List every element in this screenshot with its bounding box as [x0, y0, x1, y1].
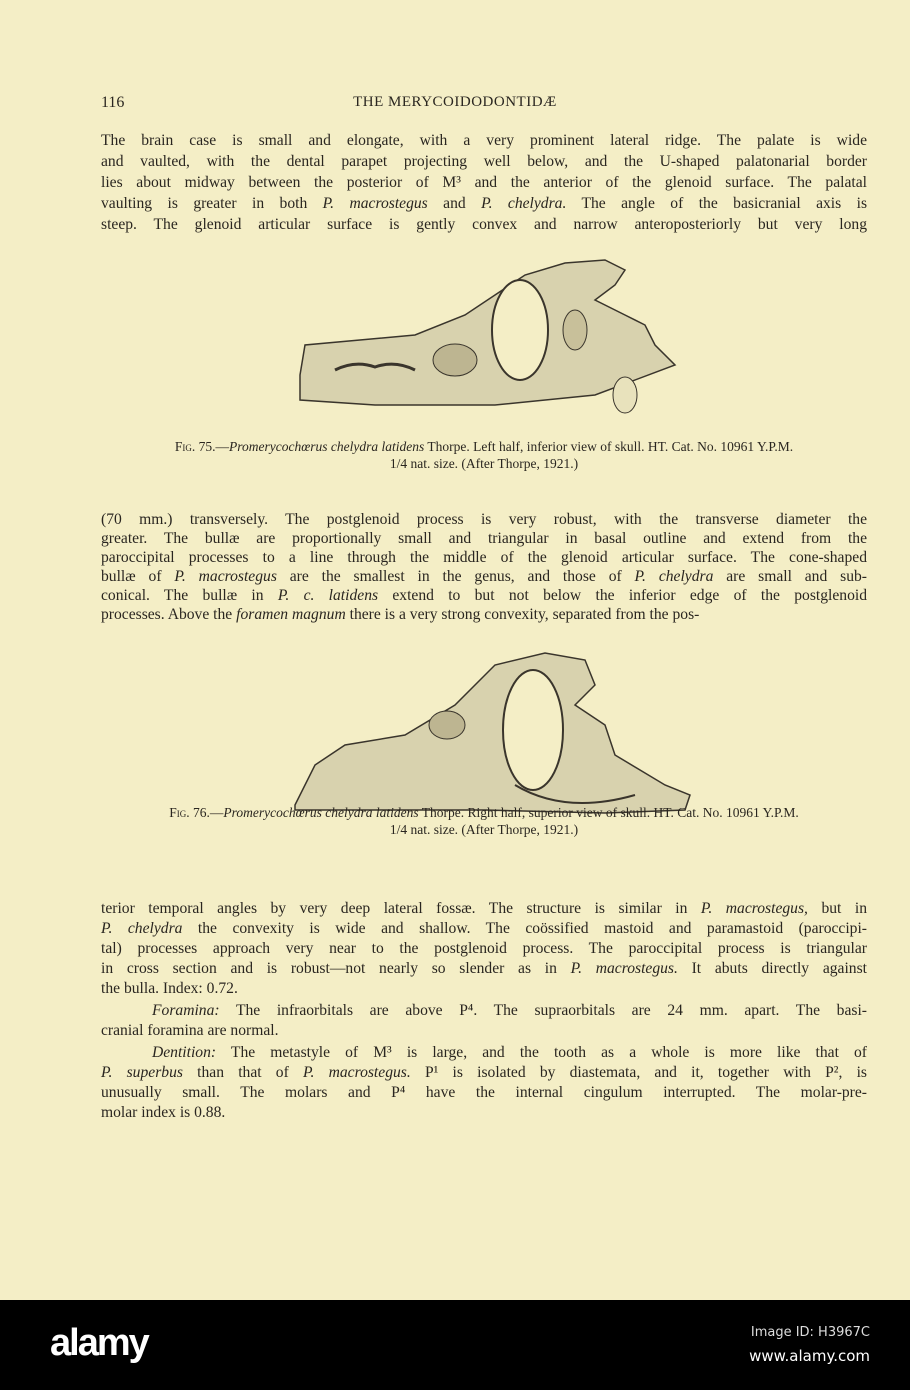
- text-line: [101, 919, 867, 939]
- text-line: [101, 899, 867, 919]
- caption-text: Thorpe. Left half, inferior view of skull. HT. Cat. No. 10961 Y.P.M.: [424, 439, 794, 454]
- text-span: extend to but not below the inferior edge of the postglenoid: [378, 587, 868, 604]
- text-span: lies about midway between the posterior of M³ and the anterior of the glenoid surface. The palatal: [101, 174, 867, 191]
- caption-text: Thorpe. Right half, superior view of skull. HT. Cat. No. 10961 Y.P.M.: [418, 805, 799, 820]
- figure-label: Fig. 76.—: [169, 805, 224, 820]
- text-span: unusually small. The molars and P⁴ have the internal cingulum interrupted. The molar-pre-: [101, 1084, 867, 1101]
- text-line: [101, 510, 867, 530]
- text-span: P¹ is isolated by diastemata, and it, together with P², is: [410, 1064, 867, 1081]
- text-span: molar index is 0.88.: [101, 1104, 226, 1121]
- text-span: there is a very strong convexity, separated from the pos-: [345, 606, 700, 623]
- caption-scale: 1/4 nat. size. (After Thorpe, 1921.): [389, 822, 579, 837]
- italic-text: P. chelydra: [634, 568, 714, 585]
- text-line: [101, 979, 867, 999]
- italic-text: P. macrostegus: [322, 195, 428, 212]
- text-line: [101, 529, 867, 549]
- italic-text: P. macrostegus.: [570, 960, 678, 977]
- text-span: The metastyle of M³ is large, and the tooth as a whole is more like that of: [216, 1044, 867, 1061]
- text-line: [101, 173, 867, 193]
- taxon-name: Promerycochœrus chelydra latidens: [229, 439, 425, 454]
- text-span: bullæ of: [101, 568, 175, 585]
- italic-text: P. macrostegus.: [302, 1064, 411, 1081]
- text-line: [101, 1103, 867, 1123]
- text-span: vaulting is greater in both: [101, 195, 323, 212]
- text-span: paroccipital processes to a line through the middle of the glenoid articular surface. The cone-shaped: [101, 549, 867, 566]
- figure-76-skull-superior-view: [285, 645, 885, 815]
- text-span: It abuts directly against: [677, 960, 867, 977]
- text-line: [101, 586, 867, 606]
- page-number: 116: [101, 94, 125, 111]
- italic-text: P. superbus: [101, 1064, 183, 1081]
- text-span: tal) processes approach very near to the postglenoid process. The paroccipital process is triangular: [101, 940, 867, 957]
- italic-text: Dentition:: [152, 1044, 217, 1061]
- text-line: [152, 1001, 867, 1021]
- text-line: [101, 1083, 867, 1103]
- text-span: but in: [807, 900, 867, 917]
- site-url: www.alamy.com: [749, 1347, 870, 1365]
- running-title: THE MERYCOIDODONTIDÆ: [353, 94, 557, 110]
- text-span: The brain case is small and elongate, with a very prominent lateral ridge. The palate is wide: [101, 132, 867, 149]
- figure-75-skull-inferior-view: [295, 255, 865, 425]
- text-span: and vaulted, with the dental parapet projecting well below, and the U-shaped palatonarial border: [101, 153, 867, 170]
- text-span: in cross section and is robust—not nearly so slender as in: [101, 960, 571, 977]
- watermark-footer: [0, 1300, 910, 1390]
- text-span: (70 mm.) transversely. The postglenoid process is very robust, with the transverse diameter the: [101, 511, 867, 528]
- text-line: [101, 567, 867, 587]
- text-line: [152, 1043, 867, 1063]
- text-line: [101, 1021, 867, 1041]
- taxon-name: Promerycochœrus chelydra latidens: [223, 805, 419, 820]
- text-line: [101, 131, 867, 151]
- text-line: [101, 605, 867, 625]
- text-span: The infraorbitals are above P⁴. The supraorbitals are 24 mm. apart. The basi-: [219, 1002, 867, 1019]
- italic-text: foramen magnum: [236, 606, 346, 623]
- text-span: the convexity is wide and shallow. The coössified mastoid and paramastoid (paroccipi-: [182, 920, 867, 937]
- text-span: The angle of the basicranial axis is: [566, 195, 868, 212]
- text-line: [101, 1063, 867, 1083]
- text-line: [101, 215, 867, 235]
- text-span: steep. The glenoid articular surface is gently convex and narrow anteroposteriorly but very long: [101, 216, 867, 233]
- italic-text: P. chelydra.: [481, 195, 567, 212]
- italic-text: P. macrostegus,: [700, 900, 808, 917]
- text-span: terior temporal angles by very deep lateral fossæ. The structure is similar in: [101, 900, 701, 917]
- figure-label: Fig. 75.—: [174, 439, 230, 454]
- text-span: conical. The bullæ in: [101, 587, 278, 604]
- text-span: processes. Above the: [101, 606, 237, 623]
- text-span: the bulla. Index: 0.72.: [101, 980, 238, 997]
- image-id: Image ID: H3967C: [750, 1325, 870, 1340]
- alamy-logo: alamy: [50, 1322, 148, 1364]
- text-span: are the smallest in the genus, and those of: [276, 568, 635, 585]
- text-span: greater. The bullæ are proportionally small and triangular in basal outline and extend from the: [101, 530, 867, 547]
- italic-text: P. chelydra: [101, 920, 183, 937]
- text-span: and: [427, 195, 482, 212]
- text-span: are small and sub-: [713, 568, 867, 585]
- text-line: [101, 194, 867, 214]
- text-line: [101, 959, 867, 979]
- text-span: cranial foramina are normal.: [101, 1022, 279, 1039]
- italic-text: P. c. latidens: [277, 587, 379, 604]
- italic-text: Foramina:: [152, 1002, 220, 1019]
- text-span: than that of: [182, 1064, 303, 1081]
- text-line: [101, 939, 867, 959]
- text-line: [101, 548, 867, 568]
- text-line: [101, 152, 867, 172]
- caption-scale: 1/4 nat. size. (After Thorpe, 1921.): [389, 456, 579, 471]
- italic-text: P. macrostegus: [174, 568, 277, 585]
- figure-75-caption: [101, 438, 867, 472]
- figure-76-caption: [101, 804, 867, 838]
